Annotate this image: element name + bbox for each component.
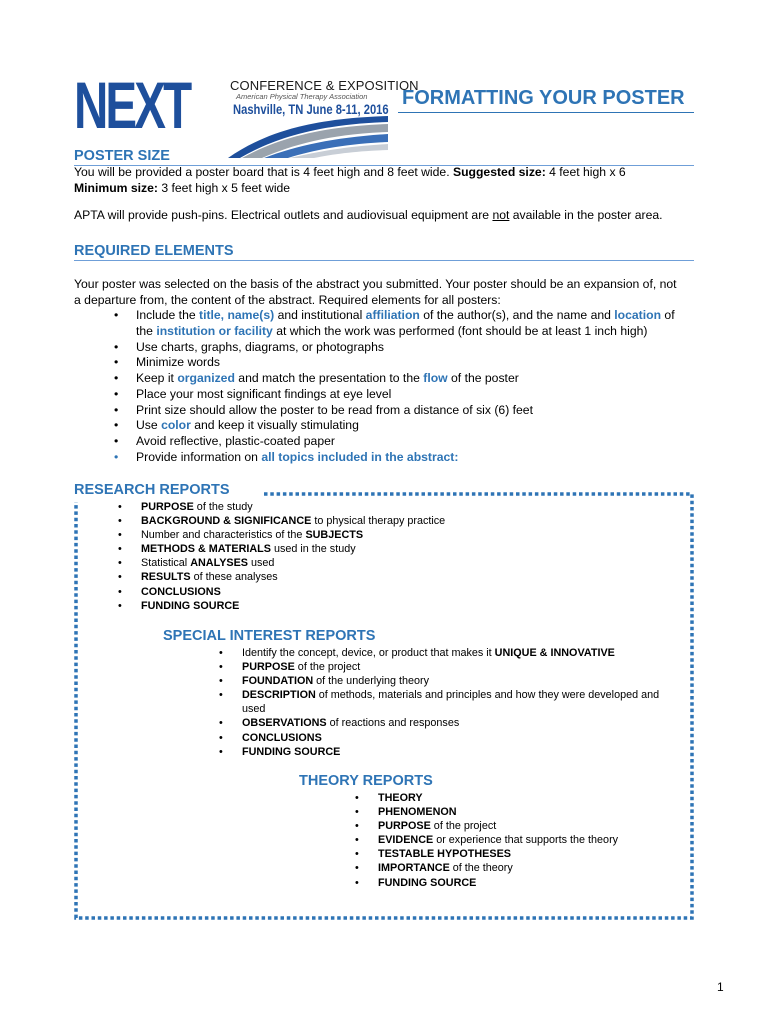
list-item-continuation: used	[242, 703, 266, 716]
bold-term: FOUNDATION	[242, 675, 314, 688]
list-item	[116, 500, 445, 514]
highlight: flow	[423, 371, 448, 385]
list-item	[353, 805, 618, 819]
bold-term: BACKGROUND & SIGNIFICANCE	[141, 515, 312, 528]
conference-line: CONFERENCE & EXPOSITION	[230, 78, 419, 93]
poster-size-line-1	[74, 165, 626, 181]
list-item	[217, 688, 659, 702]
highlight: location	[614, 308, 662, 322]
list-item-continuation	[104, 324, 675, 340]
list-item	[104, 450, 675, 466]
list-item	[353, 847, 618, 861]
text: 4 feet high x 6	[545, 165, 626, 179]
text: used	[248, 557, 275, 570]
list-item	[116, 585, 445, 599]
list-item	[116, 542, 445, 556]
text: of the study	[193, 501, 253, 513]
required-elements-heading: REQUIRED ELEMENTS	[74, 243, 234, 259]
bold-term: PURPOSE	[378, 820, 431, 833]
minimum-size-label: Minimum size:	[74, 180, 158, 195]
text: and institutional	[274, 308, 366, 322]
list-item	[217, 674, 659, 688]
text: of the poster	[447, 371, 519, 385]
highlight: color	[161, 418, 191, 433]
bold-term: FUNDING SOURCE	[242, 745, 341, 758]
bold-term: THEORY	[378, 792, 423, 804]
bold-term: IMPORTANCE	[378, 862, 450, 875]
suggested-size-label: Suggested size:	[452, 165, 546, 179]
list-item	[116, 528, 445, 542]
list-item	[104, 308, 675, 324]
text: of the underlying theory	[313, 675, 430, 688]
list-item	[104, 418, 675, 434]
highlight: title, name(s)	[199, 308, 275, 322]
required-elements-rule	[74, 260, 694, 261]
list-item	[353, 819, 618, 833]
document-title: FORMATTING YOUR POSTER	[402, 87, 685, 109]
bold-term: DESCRIPTION	[242, 689, 316, 702]
list-item: • Use charts, graphs, diagrams, or photographs	[104, 340, 675, 356]
page-number: 1	[717, 980, 724, 994]
text: and match the presentation to the	[234, 371, 424, 385]
required-intro-line-1: Your poster was selected on the basis of the abstract you submitted. Your poster should be an expansion of, not	[74, 277, 677, 291]
special-interest-list	[217, 646, 659, 759]
bold-term: TESTABLE HYPOTHESES	[378, 848, 511, 861]
list-item	[104, 371, 675, 387]
bold-term: CONCLUSIONS	[242, 731, 322, 744]
list-item	[353, 876, 618, 890]
list-item: • Avoid reflective, plastic-coated paper	[104, 434, 675, 450]
text: Provide information on	[136, 449, 262, 464]
text: Include the	[136, 308, 200, 322]
text: Use	[136, 418, 162, 433]
special-interest-heading: SPECIAL INTEREST REPORTS	[163, 628, 376, 644]
underlined-not: not	[492, 208, 510, 222]
bold-term: OBSERVATIONS	[242, 717, 327, 730]
bold-term: FUNDING SOURCE	[141, 599, 240, 612]
bold-term: PURPOSE	[141, 501, 194, 513]
bold-term: FUNDING SOURCE	[378, 876, 477, 889]
text: of the theory	[449, 862, 513, 875]
text: of the project	[430, 820, 497, 833]
text: of the author(s), and the name and	[419, 308, 615, 322]
poster-size-body	[74, 165, 714, 225]
list-item	[217, 745, 659, 759]
text: or experience that supports the theory	[433, 834, 619, 847]
bold-term: PHENOMENON	[378, 806, 457, 819]
list-item	[217, 731, 659, 745]
text: of	[661, 308, 675, 322]
logo-next-wordmark: NEXT	[74, 68, 190, 142]
bold-term: EVIDENCE	[378, 834, 434, 847]
text: Keep it	[136, 371, 178, 385]
list-item	[116, 514, 445, 528]
text: and keep it visually stimulating	[190, 418, 359, 433]
location-line: Nashville, TN June 8-11, 2016	[233, 101, 389, 117]
text: Identify the concept, device, or product that makes it	[242, 647, 495, 659]
list-item: • Minimize words	[104, 355, 675, 371]
text: available in the poster area.	[509, 208, 663, 222]
theory-reports-heading: THEORY REPORTS	[299, 773, 433, 789]
bold-term: SUBJECTS	[305, 529, 364, 542]
list-item	[353, 833, 618, 847]
list-item	[353, 861, 618, 875]
association-line: American Physical Therapy Association	[236, 92, 368, 101]
required-elements-list	[104, 308, 675, 466]
highlight: affiliation	[365, 308, 420, 322]
list-item	[353, 791, 618, 805]
highlight: institution or facility	[156, 323, 273, 338]
text: of methods, materials and principles and how they were developed and	[315, 689, 660, 702]
list-item	[217, 660, 659, 674]
road-graphic	[228, 112, 388, 158]
text: to physical therapy practice	[311, 515, 446, 528]
text: at which the work was performed (font should be at least 1 inch high)	[272, 323, 648, 338]
bold-term: ANALYSES	[190, 557, 249, 570]
list-item: • Print size should allow the poster to be read from a distance of six (6) feet	[104, 403, 675, 419]
text: Statistical	[141, 557, 191, 570]
text: of reactions and responses	[326, 717, 460, 730]
list-item	[116, 556, 445, 570]
research-reports-heading: RESEARCH REPORTS	[74, 482, 230, 498]
text: APTA will provide push-pins. Electrical outlets and audiovisual equipment are	[74, 208, 493, 222]
list-item: • Place your most significant findings at eye level	[104, 387, 675, 403]
required-intro-line-2: a departure from, the content of the abstract. Required elements for all posters:	[74, 292, 501, 307]
bold-term: METHODS & MATERIALS	[141, 543, 271, 556]
list-item	[116, 570, 445, 584]
poster-size-heading: POSTER SIZE	[74, 148, 170, 164]
poster-size-line-3	[74, 208, 663, 224]
list-item	[217, 716, 659, 730]
bold-term: CONCLUSIONS	[141, 585, 221, 598]
highlight: organized	[177, 371, 235, 385]
list-item	[217, 646, 659, 660]
highlight: all topics included in the abstract:	[261, 449, 459, 464]
bold-term: RESULTS	[141, 571, 191, 584]
text: of these analyses	[190, 571, 278, 584]
research-reports-list	[116, 500, 445, 613]
bold-term: PURPOSE	[242, 661, 295, 674]
list-item	[116, 599, 445, 613]
text: Number and characteristics of the	[141, 529, 306, 542]
bold-term: UNIQUE & INNOVATIVE	[494, 647, 615, 659]
poster-size-line-2	[74, 181, 290, 197]
text: of the project	[294, 661, 361, 674]
text: used in the study	[270, 543, 356, 556]
text: 3 feet high x 5 feet wide	[157, 180, 291, 195]
title-underline	[398, 112, 694, 113]
theory-reports-list	[353, 791, 618, 890]
text: the	[136, 323, 157, 338]
text: You will be provided a poster board that is 4 feet high and 8 feet wide.	[74, 165, 453, 179]
